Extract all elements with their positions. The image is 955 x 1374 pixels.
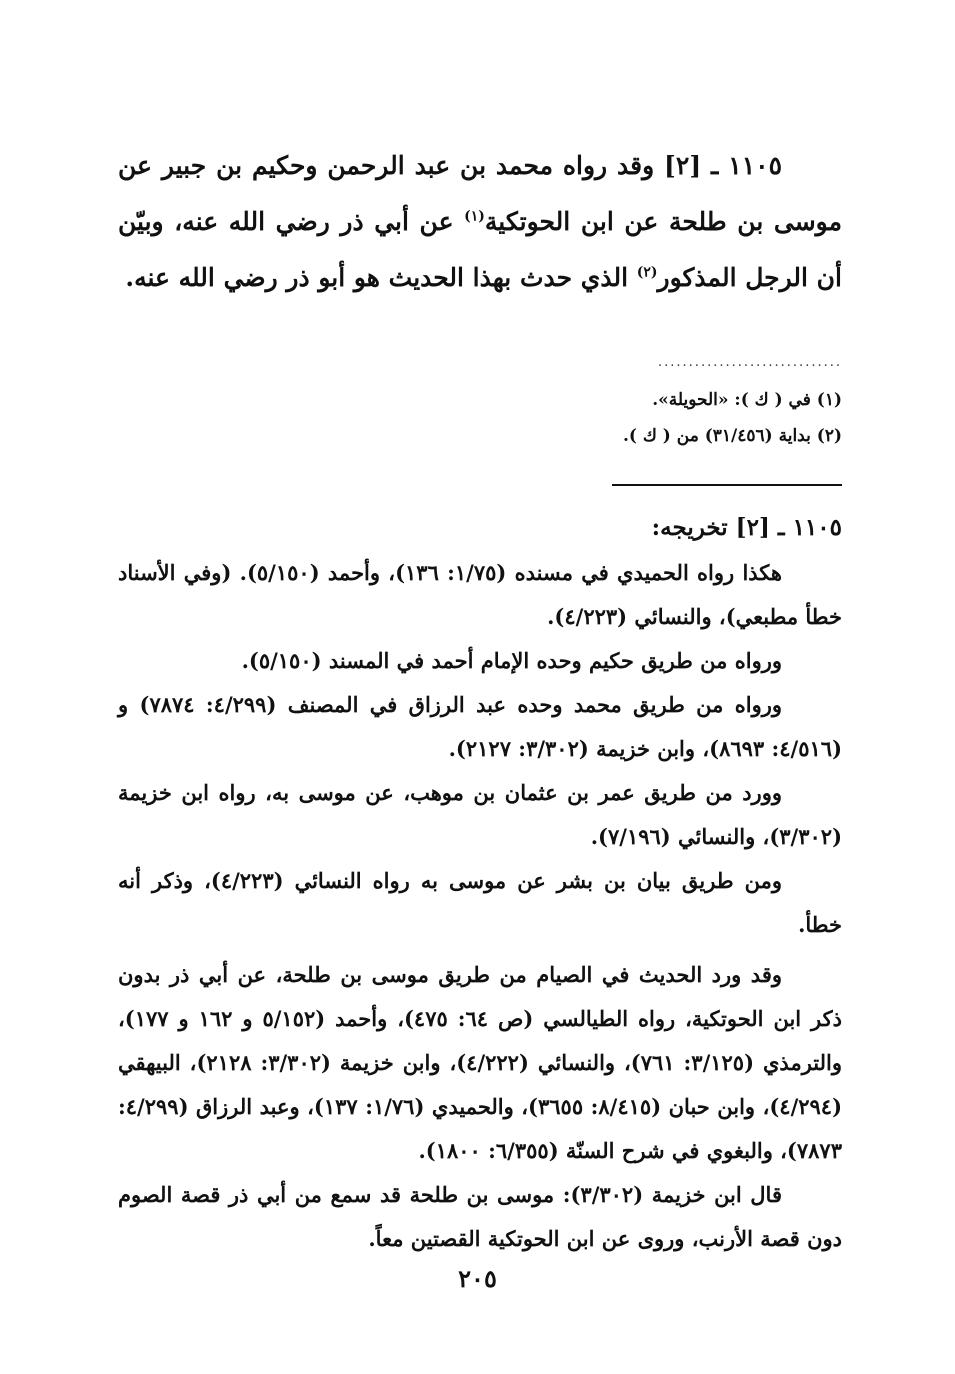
takhrij-paragraph: وورد من طريق عمر بن عثمان بن موهب، عن موسى به، رواه ابن خزيمة (٣/٣٠٢)، والنسائي (٧/١٩٦).: [118, 780, 842, 849]
footnote: (١) في ( ك ): «الحويلة».: [652, 390, 842, 410]
takhrij-section: [118, 505, 842, 1261]
takhrij-paragraph: وقد ورد الحديث في الصيام من طريق موسى بن طلحة، عن أبي ذر بدون ذكر ابن الحوتكية، رواه الطيالسي (ص ٦٤: ٤٧٥)، وأحمد (٥/١٥٢ و ١٦٢ و ١٧٧)، والترمذي (٣/١٢٥: ٧٦١)، والنسائي (٤/٢٢٢)، وابن خزيمة (٣/٣٠٢: ٢١٢٨)، البيهقي (٤/٢٩٤)، وابن حبان (٨/٤١٥: ٣٦٥٥)، والحميدي (١/٧٦: ١٣٧)، وعبد الرزاق (٤/٢٩٩: ٧٨٧٣)، والبغوي في شرح السنّة (٦/٣٥٥: ١٨٠٠).: [118, 962, 843, 1163]
footnotes: [118, 382, 842, 454]
footnote-reference[interactable]: (١): [464, 208, 485, 225]
takhrij-paragraph: ورواه من طريق حكيم وحده الإمام أحمد في المسند (٥/١٥٠).: [241, 648, 782, 673]
takhrij-paragraph: ومن طريق بيان بن بشر عن موسى به رواه النسائي (٤/٢٢٣)، وذكر أنه خطأ.: [118, 868, 842, 937]
takhrij-paragraph: ورواه من طريق محمد وحده عبد الرزاق في المصنف (٤/٢٩٩: ٧٨٧٤) و (٤/٥١٦: ٨٦٩٣)، وابن خزيمة (٣/٣٠٢: ٢١٢٧).: [118, 692, 842, 761]
footnote-reference[interactable]: (٢): [636, 264, 658, 281]
main-text-part: الذي حدث بهذا الحديث هو أبو ذر رضي الله عنه.: [125, 263, 637, 292]
takhrij-heading: ١١٠٥ ـ [٢] تخريجه:: [651, 514, 842, 541]
footnote-separator: ..............................: [658, 355, 842, 367]
footnote: (٢) بداية (٣١/٤٥٦) من ( ك ).: [623, 426, 842, 446]
takhrij-paragraph: قال ابن خزيمة (٣/٣٠٢): موسى بن طلحة قد سمع من أبي ذر قصة الصوم دون قصة الأرنب، وروى عن ابن الحوتكية القصتين معاً.: [118, 1182, 842, 1251]
takhrij-paragraph: هكذا رواه الحميدي في مسنده (١/٧٥: ١٣٦)، وأحمد (٥/١٥٠). (وفي الأسناد خطأ مطبعي)، والنسائي (٤/٢٢٣).: [118, 560, 842, 629]
main-text-part: ١١٠٥ ـ [٢] وقد رواه محمد بن عبد الرحمن وحكيم بن جبير عن موسى بن طلحة عن ابن الحوتكية: [118, 151, 842, 236]
main-text-part: عن أبي ذر رضي الله عنه، وبيّن أن الرجل المذكور: [118, 207, 842, 292]
page-number: ٢٠٥: [458, 1264, 497, 1293]
section-divider: [612, 484, 842, 486]
main-text: [118, 138, 842, 306]
main-paragraph: [118, 138, 842, 306]
